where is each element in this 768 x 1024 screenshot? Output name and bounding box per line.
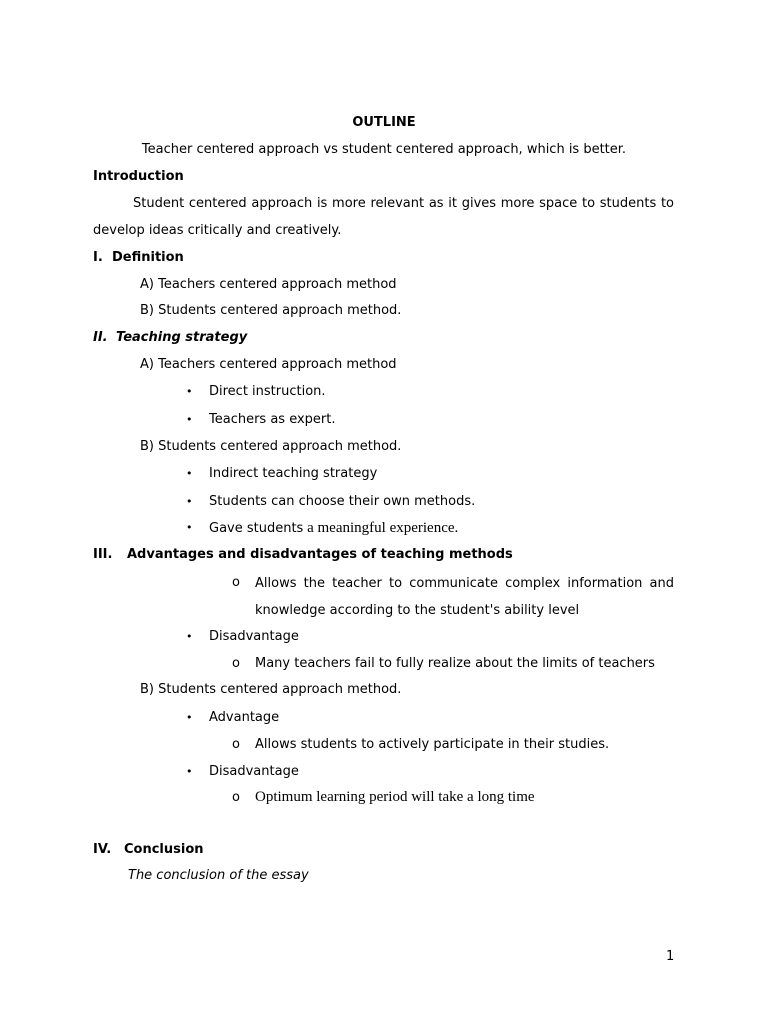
section-2-b-bullet-2: Students can choose their own methods.: [209, 494, 476, 509]
document-subtitle: Teacher centered approach vs student centered approach, which is better.: [141, 142, 627, 157]
section-1-item-b: B) Students centered approach method.: [140, 303, 402, 318]
introduction-heading: Introduction: [93, 169, 184, 184]
circle-bullet-icon: o: [232, 656, 240, 671]
section-1-heading: Definition: [112, 250, 184, 265]
bullet-icon: •: [186, 495, 193, 508]
section-3-item-b: B) Students centered approach method.: [140, 682, 402, 697]
bullet-icon: •: [186, 765, 193, 778]
conclusion-text: The conclusion of the essay: [128, 868, 309, 883]
section-1-item-a: A) Teachers centered approach method: [140, 277, 397, 292]
section-3-sub-2: Many teachers fail to fully realize about the limits of teachers: [255, 656, 655, 671]
section-2-b-bullet-3: [209, 520, 458, 537]
section-3-sub-3: Allows students to actively participate in their studies.: [255, 737, 610, 752]
bullet-icon: •: [186, 630, 193, 643]
section-4-number: IV.: [93, 842, 112, 857]
section-3-advantage-b: Advantage: [209, 710, 280, 725]
bullet-icon: •: [186, 413, 193, 426]
section-3-number: III.: [93, 547, 113, 562]
document-title: OUTLINE: [352, 115, 416, 130]
bullet-icon: •: [186, 467, 193, 480]
section-2-item-a: A) Teachers centered approach method: [140, 357, 397, 372]
circle-bullet-icon: o: [232, 790, 240, 805]
circle-bullet-icon: o: [232, 737, 240, 752]
section-3-disadvantage-b: Disadvantage: [209, 764, 299, 779]
page-number: 1: [666, 949, 675, 964]
section-2-a-bullet-2: Teachers as expert.: [209, 412, 336, 427]
circle-bullet-icon: o: [232, 575, 240, 590]
section-2-b-bullet-3-sans: Gave students: [209, 521, 304, 536]
section-2-number: II.: [93, 330, 108, 345]
section-2-heading: Teaching strategy: [116, 330, 248, 345]
introduction-paragraph: Student centered approach is more relevant as it gives more space to students to develop ideas critically and creatively.: [93, 196, 674, 238]
section-3-sub-1: Allows the teacher to communicate complex information and knowledge according to the student's ability level: [255, 576, 674, 618]
section-3-sub-4: Optimum learning period will take a long time: [255, 789, 535, 805]
section-2-b-bullet-3-serif: a meaningful experience.: [303, 520, 459, 536]
section-1-number: I.: [93, 250, 103, 265]
introduction-text: [93, 190, 674, 244]
section-2-a-bullet-1: Direct instruction.: [209, 384, 326, 399]
section-2-b-bullet-1: Indirect teaching strategy: [209, 466, 378, 481]
bullet-icon: •: [186, 521, 193, 534]
section-4-heading: Conclusion: [124, 842, 204, 857]
section-3-disadvantage-a: Disadvantage: [209, 629, 299, 644]
bullet-icon: •: [186, 711, 193, 724]
section-2-item-b: B) Students centered approach method.: [140, 439, 402, 454]
section-3-heading: Advantages and disadvantages of teaching methods: [127, 547, 513, 562]
bullet-icon: •: [186, 385, 193, 398]
